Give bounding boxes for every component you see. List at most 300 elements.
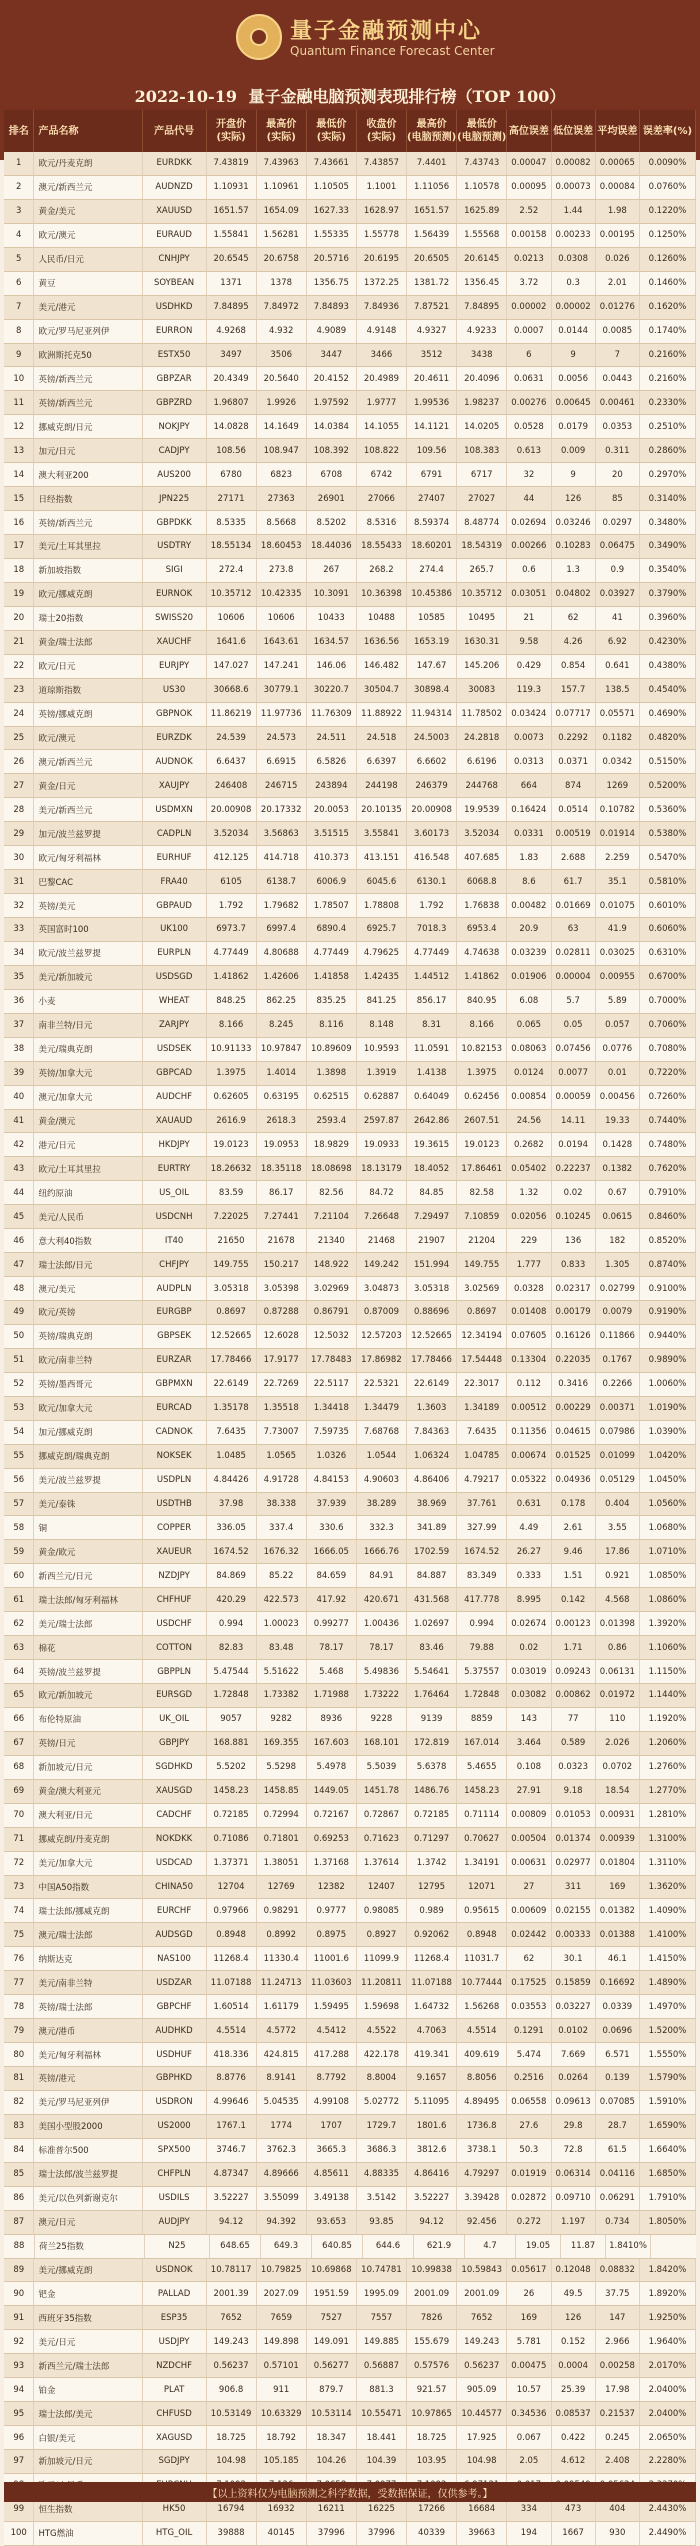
table-cell: 5.04535 [257,2091,307,2114]
table-cell: AUDNZD [143,176,207,199]
table-cell: CHFJPY [143,1253,207,1276]
table-cell: 0.0615 [596,1205,640,1228]
table-cell: 0.00229 [552,1397,596,1420]
table-cell: 新加坡指数 [34,559,142,582]
table-cell: 0.0371 [552,750,596,773]
table-cell: 1.44 [552,200,596,223]
table-cell: 1.59495 [307,1995,357,2018]
table-cell: 2.0170% [640,2354,696,2377]
table-cell: 59 [4,1540,34,1563]
table-cell: 10.91133 [207,1038,257,1061]
table-cell: 0.02799 [596,1277,640,1300]
table-cell: EURTRY [143,1157,207,1180]
table-cell: 0.4380% [640,655,696,678]
table-cell: 0.57576 [407,2354,457,2377]
table-cell: 7 [4,296,34,319]
table-cell: 420.671 [357,1588,407,1611]
table-row [4,1301,696,1325]
table-cell: 0.04802 [552,583,596,606]
table-cell: 150.217 [257,1253,307,1276]
table-cell: 1654.09 [257,200,307,223]
table-cell: 17.98 [596,2378,640,2401]
table-cell: USDCNH [143,1205,207,1228]
table-cell: 10606 [207,607,257,630]
table-cell: 20.00908 [407,798,457,821]
table-cell: 424.815 [257,2043,307,2066]
table-cell: 0.0079 [596,1301,640,1324]
table-cell: 3438 [457,344,507,367]
table-cell: 7.4401 [407,152,457,175]
table-cell: 0.0339 [596,1995,640,2018]
table-cell: 20.9 [507,918,551,941]
table-cell: 12769 [257,1876,307,1899]
table-cell: 404 [596,2498,640,2521]
table-cell: 0.15859 [552,1971,596,1994]
table-cell: 1641.6 [207,631,257,654]
table-cell: 1.55335 [307,224,357,247]
table-cell: 0.62605 [207,1086,257,1109]
table-cell: 3.51515 [307,822,357,845]
table-cell: 1.4138 [407,1062,457,1085]
table-cell: 6130.1 [407,870,457,893]
table-cell: EURRON [143,320,207,343]
table-cell: 挪威克朗/丹麦克朗 [34,1828,142,1851]
table-cell: 黄金/日元 [34,774,142,797]
table-cell: 0.0313 [507,750,551,773]
table-cell: 0.067 [507,2426,551,2449]
table-cell: 103.95 [407,2450,457,2473]
table-row [4,1205,696,1229]
table-cell: 856.17 [407,990,457,1013]
table-cell: 63 [552,918,596,941]
table-cell: 30668.6 [207,679,257,702]
table-cell: 0.70627 [457,1828,507,1851]
table-cell: 0.62887 [357,1086,407,1109]
table-cell: 28 [4,798,34,821]
table-cell: 1.56439 [407,224,457,247]
table-cell: 英镑/新西兰元 [34,391,142,414]
table-cell: 0.99277 [307,1612,357,1635]
table-cell: 2.4490% [640,2522,696,2545]
table-cell: 37.761 [457,1493,507,1516]
table-cell: 0.34536 [507,2402,551,2425]
table-cell: 244768 [457,774,507,797]
table-cell: SPX500 [143,2139,207,2162]
table-cell: 7018.3 [407,918,457,941]
table-cell: 0.00862 [552,1684,596,1707]
table-cell: 422.178 [357,2043,407,2066]
table-cell: 0.00519 [552,822,596,845]
table-cell: 33 [4,918,34,941]
column-header: 低位误差 [552,110,596,152]
table-row [4,272,696,296]
table-cell: 0.03553 [507,1995,551,2018]
table-cell: 9.46 [552,1540,596,1563]
table-cell: 0.00854 [507,1086,551,1109]
table-cell: 94.392 [257,2211,307,2234]
table-row [4,2043,696,2067]
table-cell: 63 [4,1636,34,1659]
table-cell: 0.00276 [507,391,551,414]
table-cell: 0.0297 [596,511,640,534]
table-cell: NOKSEK [143,1445,207,1468]
table-cell: 55 [4,1445,34,1468]
table-cell: 1.4890% [640,1971,696,1994]
table-cell: 19.9539 [457,798,507,821]
table-cell: 1.59698 [357,1995,407,2018]
table-cell: 17.86 [596,1540,640,1563]
table-row [4,152,696,176]
table-cell: 30220.7 [307,679,357,702]
table-cell: EURZDK [143,727,207,750]
table-cell: 146.482 [357,655,407,678]
table-cell: 52 [4,1373,34,1396]
table-row [4,1373,696,1397]
table-cell: AUS200 [143,463,207,486]
table-cell: 0.72185 [207,1804,257,1827]
table-cell: 147.027 [207,655,257,678]
table-cell: GBPMXN [143,1373,207,1396]
table-cell: 0.108 [507,1756,551,1779]
table-header [4,110,696,152]
table-row [4,344,696,368]
table-cell: 41 [4,1110,34,1133]
table-cell: 27027 [457,487,507,510]
table-cell: 20.6545 [207,248,257,271]
table-cell: 0.00631 [507,1852,551,1875]
table-cell: 1801.6 [407,2115,457,2138]
table-cell: 澳元/港币 [34,2019,142,2042]
table-cell: 7 [596,344,640,367]
brand-name-en: Quantum Finance Forecast Center [290,44,495,58]
table-cell: 18.792 [257,2426,307,2449]
table-cell: 6068.8 [457,870,507,893]
table-cell: 0.08832 [596,2259,640,2282]
table-cell: 0.57101 [257,2354,307,2377]
table-cell: 1.98237 [457,391,507,414]
table-cell: 0.2330% [640,391,696,414]
table-cell: 0.02442 [507,1923,551,1946]
table-cell: 0.4690% [640,703,696,726]
table-cell: 24.518 [357,727,407,750]
table-cell: 20.0053 [307,798,357,821]
table-cell: 0.03424 [507,703,551,726]
table-cell: 473 [552,2498,596,2521]
table-cell: 7652 [207,2306,257,2329]
table-cell: 24.56 [507,1110,551,1133]
table-cell: 0.01374 [552,1828,596,1851]
table-cell: 18.55134 [207,535,257,558]
table-cell: 17.78466 [407,1349,457,1372]
table-cell: 10.45386 [407,583,457,606]
table-cell: GBPZRD [143,391,207,414]
table-cell: 0.0124 [507,1062,551,1085]
table-cell: 8 [4,320,34,343]
table-cell: 0.22237 [552,1157,596,1180]
table-cell: 17.86461 [457,1157,507,1180]
table-cell: 1.55778 [357,224,407,247]
table-cell: 40 [4,1086,34,1109]
table-cell: 7.87521 [407,296,457,319]
table-cell: 0.7060% [640,1014,696,1037]
table-cell: 21907 [407,1229,457,1252]
table-cell: 649.3 [261,2235,312,2258]
table-cell: 841.25 [357,990,407,1013]
table-cell: 7652 [457,2306,507,2329]
table-cell: 0.1182 [596,727,640,750]
table-cell: 0.3140% [640,487,696,510]
table-row [4,1540,696,1564]
table-cell: COPPER [143,1516,207,1539]
table-cell: 1.1920% [640,1708,696,1731]
table-cell: 1.1440% [640,1684,696,1707]
table-cell: 8.59374 [407,511,457,534]
table-cell: 82.83 [207,1636,257,1659]
table-cell: 0.01276 [596,296,640,319]
table-cell: 25 [4,727,34,750]
table-cell: 274.4 [407,559,457,582]
table-cell: 6.6602 [407,750,457,773]
table-row [4,1780,696,1804]
table-cell: 1.73222 [357,1684,407,1707]
table-row [4,1014,696,1038]
table-cell: 2.61 [552,1516,596,1539]
table-cell: 1.792 [407,894,457,917]
table-cell: 104.98 [457,2450,507,2473]
table-cell: 244198 [357,774,407,797]
table-cell: 41.9 [596,918,640,941]
table-cell: XAUSGD [143,1780,207,1803]
table-cell: 18 [4,559,34,582]
table-cell: 74 [4,1899,34,1922]
table-cell: GBPSEK [143,1325,207,1348]
table-cell: 1.2810% [640,1804,696,1827]
table-cell: 4.9327 [407,320,457,343]
table-cell: 10.53114 [307,2402,357,2425]
table-cell: 10433 [307,607,357,630]
table-cell: 418.336 [207,2043,257,2066]
table-cell: 167.603 [307,1732,357,1755]
table-cell: 921.57 [407,2378,457,2401]
table-cell: 18.08698 [307,1157,357,1180]
table-cell: 5.47544 [207,1660,257,1683]
table-cell: USDTRY [143,535,207,558]
table-cell: 7.6435 [207,1421,257,1444]
table-cell: 1.5790% [640,2067,696,2090]
table-cell: 0.05571 [596,703,640,726]
table-cell: XAUUSD [143,200,207,223]
table-cell: 0.00504 [507,1828,551,1851]
table-cell: 14.1121 [407,415,457,438]
table-cell: 0.98085 [357,1899,407,1922]
table-cell: 10.89609 [307,1038,357,1061]
table-cell: 0.112 [507,1373,551,1396]
table-cell: 9228 [357,1708,407,1731]
table-cell: 7.43743 [457,152,507,175]
table-cell: 7527 [307,2306,357,2329]
table-cell: HTG_OIL [143,2522,207,2545]
table-cell: 加元/波兰兹罗提 [34,822,142,845]
table-cell: 港元/日元 [34,1133,142,1156]
table-cell: 0.0004 [552,2354,596,2377]
table-cell: 7.22025 [207,1205,257,1228]
table-cell: 1.9926 [257,391,307,414]
table-cell: 0.03227 [552,1995,596,2018]
table-cell: 1.41862 [457,966,507,989]
table-cell: 2.01 [596,272,640,295]
table-cell: 0.065 [507,1014,551,1037]
table-cell: CADJPY [143,439,207,462]
table-cell: 新加坡元/日元 [34,1756,142,1779]
table-cell: 12.52665 [407,1325,457,1348]
table-cell: 44 [4,1181,34,1204]
table-cell: 0.01388 [596,1923,640,1946]
table-cell: 20.5716 [307,248,357,271]
table-cell: 87 [4,2211,34,2234]
table-row [4,1157,696,1181]
table-cell: 93 [4,2354,34,2377]
table-cell: CHINA50 [143,1876,207,1899]
table-cell: 67 [4,1732,34,1755]
table-cell: 172.819 [407,1732,457,1755]
table-cell: 136 [552,1229,596,1252]
table-cell: 0.9890% [640,1349,696,1372]
table-cell: 0.0760% [640,176,696,199]
table-cell: 42 [4,1133,34,1156]
table-cell: 0.854 [552,655,596,678]
table-cell: 钯金 [34,2282,142,2305]
table-cell: 18.60453 [257,535,307,558]
table-cell: 8936 [307,1708,357,1731]
table-cell: 14.1649 [257,415,307,438]
table-cell: 美元/加拿大元 [34,1852,142,1875]
table-cell: 黄金/瑞士法郎 [34,631,142,654]
table-cell: USDCHF [143,1612,207,1635]
table-cell: 5.4978 [307,1756,357,1779]
table-cell: 0.994 [207,1612,257,1635]
table-cell: 4.568 [596,1588,640,1611]
table-cell: 1371 [207,272,257,295]
table-cell: 19.0953 [257,1133,307,1156]
table-cell: 6.6397 [357,750,407,773]
table-cell: 27 [507,1876,551,1899]
table-cell: 1.0420% [640,1445,696,1468]
table-cell: 1.0060% [640,1373,696,1396]
table-cell: UK100 [143,918,207,941]
table-cell: WHEAT [143,990,207,1013]
table-row [4,487,696,511]
table-cell: 0.2860% [640,439,696,462]
table-cell: 1.78507 [307,894,357,917]
table-cell: CHFUSD [143,2402,207,2425]
column-header: 最高价 (电脑预测) [407,110,457,152]
table-cell: 1.3100% [640,1828,696,1851]
table-cell: 11.03603 [307,1971,357,1994]
table-row [4,2067,696,2091]
table-cell: 79 [4,2019,34,2042]
table-cell: 3746.7 [207,2139,257,2162]
table-cell: 5.49836 [357,1660,407,1683]
table-cell: 0.311 [596,439,640,462]
table-cell: 0.1460% [640,272,696,295]
table-cell: GBPJPY [143,1732,207,1755]
table-cell: 0.8927 [357,1923,407,1946]
table-cell: 35.1 [596,870,640,893]
table-cell: 19.05 [516,2235,561,2258]
table-cell: 0.00065 [596,152,640,175]
table-cell: 1.55568 [457,224,507,247]
table-cell: 0.00084 [596,176,640,199]
table-cell: 1.0326 [307,1445,357,1468]
table-cell: 1.41862 [207,966,257,989]
table-cell: 4.26 [552,631,596,654]
table-cell: 黄金/美元 [34,200,142,223]
table-cell: 8.9141 [257,2067,307,2090]
table-cell: 0.97966 [207,1899,257,1922]
table-cell: 黄金/欧元 [34,1540,142,1563]
table-cell: 0.21537 [596,2402,640,2425]
table-cell: AUDJPY [143,2211,207,2234]
table-cell: 0.4820% [640,727,696,750]
table-cell: 10585 [407,607,457,630]
table-cell: 1.96807 [207,391,257,414]
table-cell: 1.5910% [640,2091,696,2114]
table-cell: 41 [596,607,640,630]
table-cell: 1451.78 [357,1780,407,1803]
table-cell: 0.8948 [457,1923,507,1946]
table-cell: 欧元/挪威克朗 [34,583,142,606]
table-row [4,200,696,224]
table-cell: 10.63329 [257,2402,307,2425]
table-cell: HTG燃油 [34,2522,142,2545]
table-row [4,1852,696,1876]
table-cell: 1.8420% [640,2259,696,2282]
table-cell: 标准普尔500 [34,2139,142,2162]
table-cell: 332.3 [357,1516,407,1539]
table-cell: 874 [552,774,596,797]
table-cell: HKDJPY [143,1133,207,1156]
table-cell: 83 [4,2115,34,2138]
table-cell: 4.5772 [257,2019,307,2042]
table-cell: US30 [143,679,207,702]
table-cell: 0.02811 [552,942,596,965]
table-cell: 1.42606 [257,966,307,989]
table-cell: 0.8975 [307,1923,357,1946]
table-cell: 20.00908 [207,798,257,821]
table-cell: 22.5321 [357,1373,407,1396]
table-cell: 0.2970% [640,463,696,486]
table-cell: 2001.09 [457,2282,507,2305]
table-cell: 62 [552,607,596,630]
table-cell: 0.01906 [507,966,551,989]
table-cell: 6925.7 [357,918,407,941]
table-cell: 38.969 [407,1493,457,1516]
table-cell: USDJPY [143,2330,207,2353]
table-cell: 0.0194 [552,1133,596,1156]
table-cell: 10495 [457,607,507,630]
table-cell: EURZAR [143,1349,207,1372]
table-cell: 3497 [207,344,257,367]
table-cell: 英国富时100 [34,918,142,941]
table-cell: 1.4014 [257,1062,307,1085]
table-cell: 1.72848 [207,1684,257,1707]
table-cell: 0.00482 [507,894,551,917]
column-header: 产品名称 [34,110,142,152]
table-cell: 20.4349 [207,367,257,390]
table-row [4,1493,696,1517]
table-cell: 20.4096 [457,367,507,390]
table-cell: 71 [4,1828,34,1851]
